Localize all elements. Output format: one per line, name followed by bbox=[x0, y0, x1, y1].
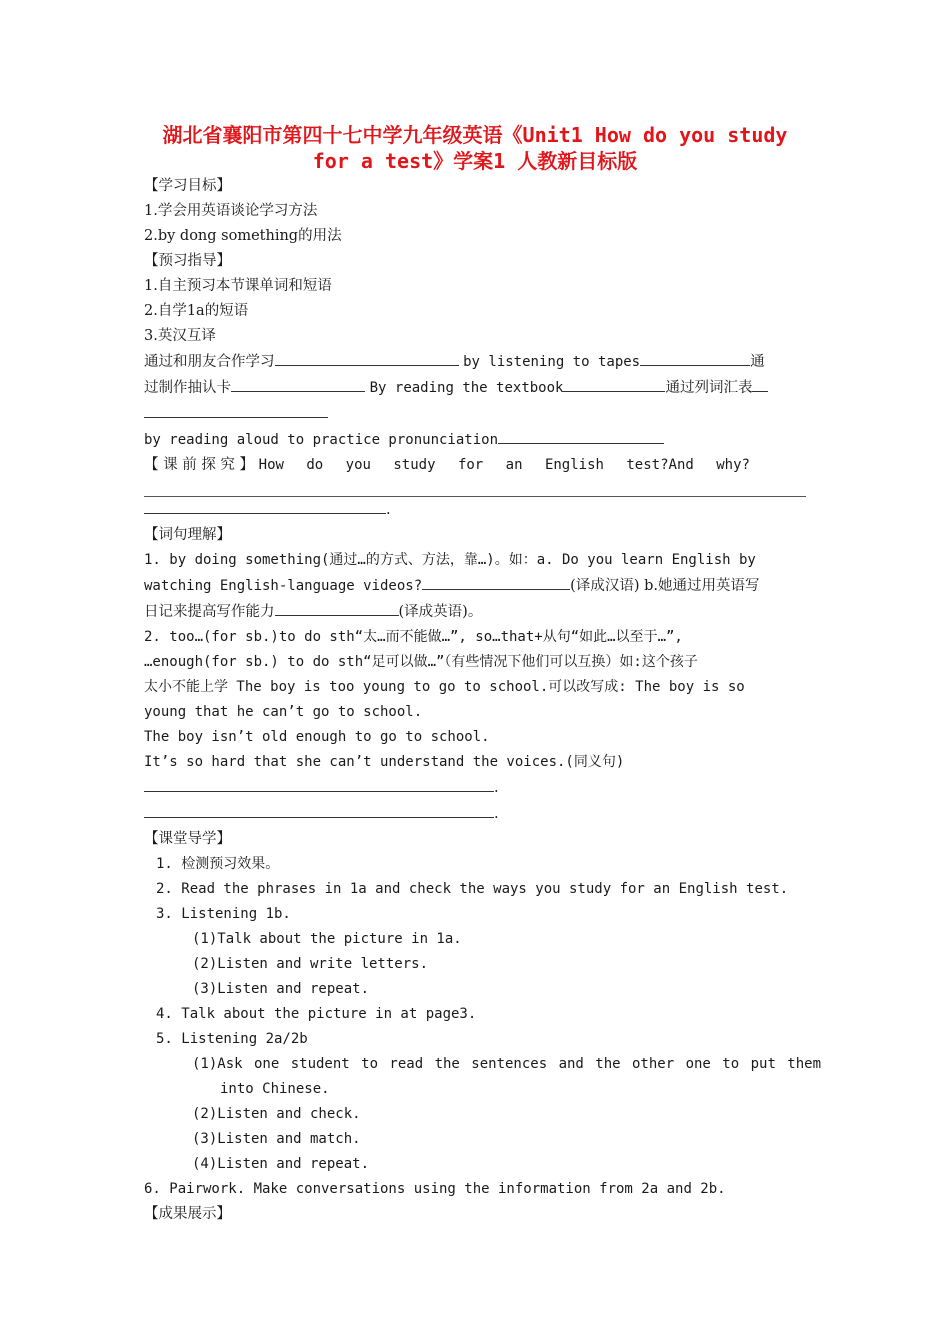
explore-question: How do you study for an English test?And why? bbox=[258, 457, 750, 473]
answer-blank[interactable] bbox=[144, 497, 386, 514]
step-5-sub-2: (2)Listen and check. bbox=[192, 1106, 361, 1122]
answer-blank[interactable] bbox=[640, 349, 750, 366]
goals-heading: 【学习目标】 bbox=[144, 178, 231, 194]
preview-item-2: 2.自学1a的短语 bbox=[144, 303, 249, 319]
answer-blank[interactable] bbox=[144, 801, 494, 818]
step-3-sub-1: (1)Talk about the picture in 1a. bbox=[192, 931, 462, 947]
step-4: 4. Talk about the picture in at page3. bbox=[156, 1006, 477, 1022]
vocab-text: (译成英语)。 bbox=[398, 604, 483, 620]
vocab-text: 日记来提高写作能力 bbox=[144, 604, 275, 620]
step-5-sub-3: (3)Listen and match. bbox=[192, 1131, 361, 1147]
results-heading: 【成果展示】 bbox=[144, 1206, 231, 1222]
translate-prompt: 通过列词汇表 bbox=[665, 380, 753, 396]
answer-blank[interactable] bbox=[144, 401, 328, 418]
vocab-para-2d: young that he can’t go to school. bbox=[144, 704, 423, 720]
step-5: 5. Listening 2a/2b bbox=[156, 1031, 308, 1047]
answer-blank[interactable] bbox=[275, 599, 399, 616]
goal-item-2: 2.by dong something的用法 bbox=[144, 228, 342, 244]
vocab-para-2f: It’s so hard that she can’t understand the voices.(同义句) bbox=[144, 754, 625, 770]
answer-blank[interactable] bbox=[498, 427, 664, 444]
preview-item-3: 3.英汉互译 bbox=[144, 328, 216, 344]
answer-line[interactable] bbox=[144, 478, 806, 497]
vocab-para-1c bbox=[144, 599, 806, 625]
translate-prompt: 通 bbox=[750, 354, 765, 370]
title-line-2: for a test》学案1 人教新目标版 bbox=[312, 149, 638, 173]
translate-prompt: 通过和朋友合作学习 bbox=[144, 354, 275, 370]
translate-line-1 bbox=[144, 349, 806, 375]
vocab-text: (译成汉语) b.她通过用英语写 bbox=[570, 578, 760, 594]
document-title bbox=[144, 122, 806, 174]
translate-prompt: By reading the textbook bbox=[369, 380, 564, 396]
vocab-para-2c: 太小不能上学 The boy is too young to go to school.可以改写成: The boy is so bbox=[144, 679, 745, 695]
step-5-sub-1: (1)Ask one student to read the sentences and the other one to put them bbox=[192, 1056, 822, 1072]
step-1: 1. 检测预习效果。 bbox=[156, 856, 280, 872]
step-3-sub-3: (3)Listen and repeat. bbox=[192, 981, 370, 997]
answer-blank[interactable] bbox=[563, 375, 665, 392]
preview-item-1: 1.自主预习本节课单词和短语 bbox=[144, 278, 332, 294]
translate-prompt: 过制作抽认卡 bbox=[144, 380, 231, 396]
answer-blank[interactable] bbox=[231, 375, 365, 392]
step-5-sub-4: (4)Listen and repeat. bbox=[192, 1156, 370, 1172]
translate-prompt: by listening to tapes bbox=[463, 354, 641, 370]
answer-line-2: . bbox=[144, 801, 806, 827]
answer-blank[interactable] bbox=[422, 573, 570, 590]
worksheet bbox=[144, 122, 822, 1227]
classroom-heading: 【课堂导学】 bbox=[144, 831, 231, 847]
vocab-text: watching English-language videos? bbox=[144, 578, 423, 594]
preview-heading: 【预习指导】 bbox=[144, 253, 231, 269]
answer-blank[interactable] bbox=[275, 349, 459, 366]
answer-line-1: . bbox=[144, 775, 806, 801]
translate-line-2 bbox=[144, 375, 806, 401]
goal-item-1: 1.学会用英语谈论学习方法 bbox=[144, 203, 318, 219]
translate-line-4 bbox=[144, 427, 806, 453]
explore-line bbox=[144, 453, 806, 478]
answer-blank[interactable] bbox=[752, 375, 768, 392]
vocab-para-2a: 2. too…(for sb.)to do sth“太…而不能做…”, so…that+从句“如此…以至于…”, bbox=[144, 629, 683, 645]
vocab-para-1b bbox=[144, 573, 806, 599]
step-3-sub-2: (2)Listen and write letters. bbox=[192, 956, 429, 972]
translate-line-3 bbox=[144, 401, 806, 427]
explore-heading: 【 课 前 探 究 】 bbox=[144, 457, 255, 473]
vocab-para-1a: 1. by doing something(通过…的方式、方法，靠…)。如：a. Do you learn English by bbox=[144, 552, 756, 568]
step-6: 6. Pairwork. Make conversations using the information from 2a and 2b. bbox=[144, 1181, 726, 1197]
vocab-para-2b: …enough(for sb.) to do sth“足可以做…”（有些情况下他们可以互换）如:这个孩子 bbox=[144, 654, 698, 670]
vocab-heading: 【词句理解】 bbox=[144, 527, 231, 543]
title-line-1: 湖北省襄阳市第四十七中学九年级英语《Unit1 How do you study bbox=[162, 123, 788, 147]
vocab-para-2e: The boy isn’t old enough to go to school. bbox=[144, 729, 490, 745]
step-3: 3. Listening 1b. bbox=[156, 906, 291, 922]
step-5-sub-1-cont: into Chinese. bbox=[220, 1081, 330, 1097]
answer-blank[interactable] bbox=[144, 775, 494, 792]
step-2: 2. Read the phrases in 1a and check the ways you study for an English test. bbox=[156, 881, 789, 897]
translate-prompt: by reading aloud to practice pronunciation bbox=[144, 432, 499, 448]
answer-line-end: . bbox=[144, 497, 806, 523]
